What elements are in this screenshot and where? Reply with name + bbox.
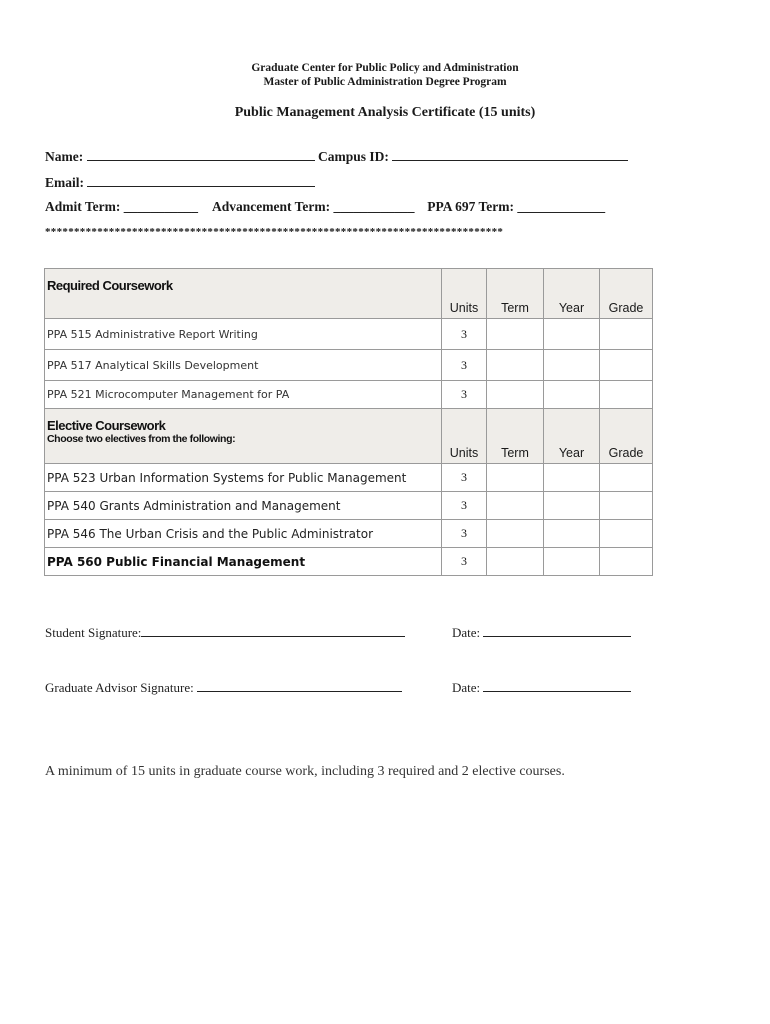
col-grade: Grade xyxy=(600,409,653,464)
term-cell[interactable] xyxy=(487,319,544,350)
email-label: Email: xyxy=(45,175,84,190)
course-units: 3 xyxy=(442,319,487,350)
header-line-1: Graduate Center for Public Policy and Administration xyxy=(251,62,519,74)
email-row xyxy=(45,174,315,191)
grade-cell[interactable] xyxy=(600,350,653,381)
admit-term-field[interactable]: ___________ xyxy=(123,199,198,214)
email-field[interactable] xyxy=(87,174,315,187)
terms-row xyxy=(45,199,605,215)
term-cell[interactable] xyxy=(487,548,544,576)
col-year: Year xyxy=(544,409,600,464)
year-cell[interactable] xyxy=(544,520,600,548)
course-name: PPA 540 Grants Administration and Management xyxy=(45,492,442,520)
grade-cell[interactable] xyxy=(600,319,653,350)
student-signature-label: Student Signature: xyxy=(45,625,142,640)
course-units: 3 xyxy=(442,548,487,576)
course-name: PPA 515 Administrative Report Writing xyxy=(45,319,442,350)
course-units: 3 xyxy=(442,350,487,381)
advancement-term-field[interactable]: ____________ xyxy=(333,199,415,214)
year-cell[interactable] xyxy=(544,464,600,492)
required-section-title: Required Coursework xyxy=(47,278,173,293)
student-signature-row xyxy=(45,624,405,641)
grade-cell[interactable] xyxy=(600,520,653,548)
table-row xyxy=(45,520,653,548)
student-date-row xyxy=(452,624,631,641)
grade-cell[interactable] xyxy=(600,548,653,576)
grade-cell[interactable] xyxy=(600,492,653,520)
table-row xyxy=(45,350,653,381)
student-date-field[interactable] xyxy=(483,624,631,637)
ppa697-term-label: PPA 697 Term: xyxy=(427,199,515,214)
campus-id-label: Campus ID: xyxy=(317,149,389,164)
col-grade: Grade xyxy=(600,269,653,319)
date-label: Date: xyxy=(452,680,481,695)
table-row xyxy=(45,492,653,520)
col-term: Term xyxy=(487,409,544,464)
name-row xyxy=(45,148,628,165)
grade-cell[interactable] xyxy=(600,381,653,409)
page-title: Public Management Analysis Certificate (15 units) xyxy=(234,105,536,120)
term-cell[interactable] xyxy=(487,520,544,548)
year-cell[interactable] xyxy=(544,548,600,576)
advisor-signature-field[interactable] xyxy=(197,679,402,692)
course-name: PPA 546 The Urban Crisis and the Public Administrator xyxy=(45,520,442,548)
separator: ******************************************************************************* xyxy=(45,226,504,238)
admit-term-label: Admit Term: xyxy=(45,199,121,214)
elective-header-row xyxy=(45,409,653,464)
advisor-date-field[interactable] xyxy=(483,679,631,692)
elective-section-subtitle: Choose two electives from the following: xyxy=(47,433,236,445)
table-row xyxy=(45,548,653,576)
header-line-2: Master of Public Administration Degree Program xyxy=(263,76,507,88)
elective-section-title: Elective Coursework xyxy=(47,418,166,433)
table-row xyxy=(45,381,653,409)
course-units: 3 xyxy=(442,520,487,548)
course-name: PPA 523 Urban Information Systems for Public Management xyxy=(45,464,442,492)
required-header-row xyxy=(45,269,653,319)
ppa697-term-field[interactable]: _____________ xyxy=(517,199,606,214)
course-name: PPA 521 Microcomputer Management for PA xyxy=(45,381,442,409)
advancement-term-label: Advancement Term: xyxy=(212,199,331,214)
year-cell[interactable] xyxy=(544,350,600,381)
advisor-signature-row xyxy=(45,679,402,696)
course-name: PPA 560 Public Financial Management xyxy=(45,548,442,576)
course-units: 3 xyxy=(442,492,487,520)
grade-cell[interactable] xyxy=(600,464,653,492)
advisor-signature-label: Graduate Advisor Signature: xyxy=(45,680,194,695)
col-units: Units xyxy=(442,409,487,464)
date-label: Date: xyxy=(452,625,481,640)
advisor-date-row xyxy=(452,679,631,696)
table-row xyxy=(45,319,653,350)
year-cell[interactable] xyxy=(544,492,600,520)
term-cell[interactable] xyxy=(487,464,544,492)
name-field[interactable] xyxy=(87,148,315,161)
year-cell[interactable] xyxy=(544,319,600,350)
term-cell[interactable] xyxy=(487,492,544,520)
term-cell[interactable] xyxy=(487,381,544,409)
requirements-note: A minimum of 15 units in graduate course work, including 3 required and 2 elective courses. xyxy=(45,764,565,779)
course-units: 3 xyxy=(442,464,487,492)
term-cell[interactable] xyxy=(487,350,544,381)
name-label: Name: xyxy=(45,149,84,164)
coursework-table xyxy=(44,268,653,576)
table-row xyxy=(45,464,653,492)
course-name: PPA 517 Analytical Skills Development xyxy=(45,350,442,381)
col-term: Term xyxy=(487,269,544,319)
col-year: Year xyxy=(544,269,600,319)
year-cell[interactable] xyxy=(544,381,600,409)
course-units: 3 xyxy=(442,381,487,409)
col-units: Units xyxy=(442,269,487,319)
campus-id-field[interactable] xyxy=(392,148,628,161)
student-signature-field[interactable] xyxy=(141,624,405,637)
